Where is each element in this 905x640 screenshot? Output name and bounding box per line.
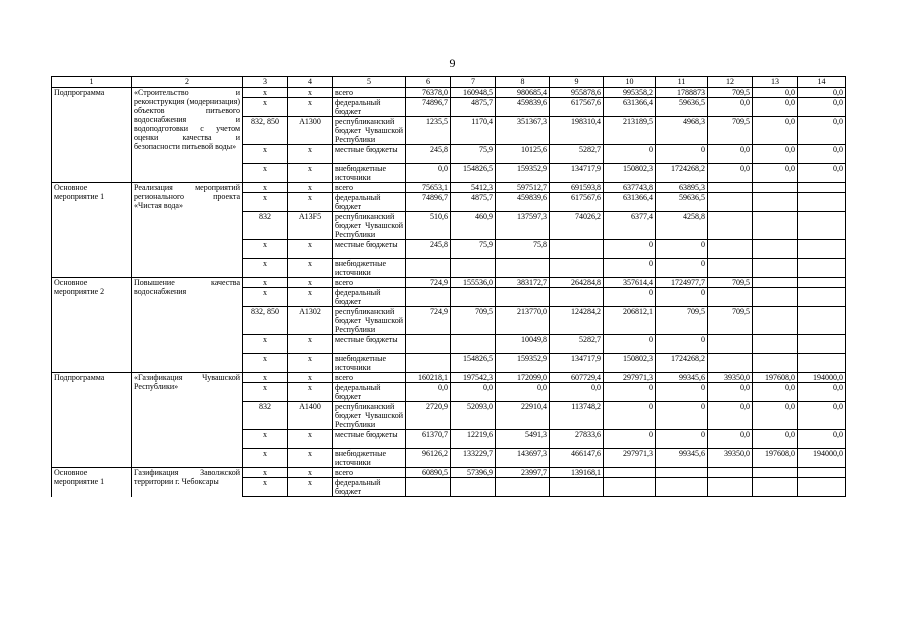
budget-code: 832 xyxy=(243,212,288,240)
amount-cell: 10049,8 xyxy=(496,335,550,354)
budget-code: x xyxy=(243,98,288,117)
column-number-9: 9 xyxy=(550,77,604,88)
amount-cell xyxy=(604,478,656,497)
funding-source: внебюджетные источники xyxy=(333,164,406,183)
amount-cell xyxy=(550,478,604,497)
amount-cell xyxy=(753,240,798,259)
program-name: «Строительство и реконструкция (модернизация) объектов питьевого водоснабжения и водоподготовки с учетом оценки качества и безопасности питьевой воды» xyxy=(132,88,243,183)
amount-cell: 197608,0 xyxy=(753,373,798,383)
target-code: x xyxy=(288,373,333,383)
amount-cell: 23997,7 xyxy=(496,468,550,478)
funding-source: всего xyxy=(333,278,406,288)
amount-cell xyxy=(708,335,753,354)
amount-cell xyxy=(451,335,496,354)
amount-cell: 0,0 xyxy=(708,383,753,402)
amount-cell: 0 xyxy=(604,145,656,164)
amount-cell: 709,5 xyxy=(656,307,708,335)
amount-cell: 124284,2 xyxy=(550,307,604,335)
funding-source: всего xyxy=(333,183,406,193)
amount-cell: 264284,8 xyxy=(550,278,604,288)
program-type: Основное мероприятие 1 xyxy=(52,183,132,278)
amount-cell xyxy=(798,335,846,354)
budget-code: x xyxy=(243,354,288,373)
column-number-10: 10 xyxy=(604,77,656,88)
target-code: x xyxy=(288,98,333,117)
amount-cell: 955878,6 xyxy=(550,88,604,98)
program-type: Основное мероприятие 1 xyxy=(52,468,132,497)
amount-cell: 0,0 xyxy=(753,145,798,164)
amount-cell xyxy=(496,288,550,307)
budget-code: x xyxy=(243,335,288,354)
amount-cell: 10125,6 xyxy=(496,145,550,164)
column-number-row xyxy=(52,77,846,88)
column-number-7: 7 xyxy=(451,77,496,88)
amount-cell xyxy=(406,335,451,354)
amount-cell xyxy=(550,288,604,307)
amount-cell: 113748,2 xyxy=(550,402,604,430)
amount-cell: 12219,6 xyxy=(451,430,496,449)
column-number-14: 14 xyxy=(798,77,846,88)
amount-cell: 150802,3 xyxy=(604,164,656,183)
table-row xyxy=(52,373,846,383)
amount-cell: 194000,0 xyxy=(798,449,846,468)
funding-source: республиканский бюджет Чувашской Республики xyxy=(333,212,406,240)
budget-code: x xyxy=(243,145,288,164)
amount-cell: 154826,5 xyxy=(451,164,496,183)
amount-cell: 0,0 xyxy=(798,402,846,430)
amount-cell: 0 xyxy=(656,145,708,164)
amount-cell: 159352,9 xyxy=(496,354,550,373)
budget-code: 832, 850 xyxy=(243,117,288,145)
target-code: A1302 xyxy=(288,307,333,335)
amount-cell: 150802,3 xyxy=(604,354,656,373)
amount-cell: 22910,4 xyxy=(496,402,550,430)
amount-cell: 197608,0 xyxy=(753,449,798,468)
amount-cell: 631366,4 xyxy=(604,193,656,212)
amount-cell: 134717,9 xyxy=(550,354,604,373)
budget-code: x xyxy=(243,468,288,478)
amount-cell: 4875,7 xyxy=(451,98,496,117)
amount-cell xyxy=(708,259,753,278)
amount-cell: 357614,4 xyxy=(604,278,656,288)
amount-cell: 0 xyxy=(656,259,708,278)
amount-cell: 1724977,7 xyxy=(656,278,708,288)
budget-code: x xyxy=(243,373,288,383)
amount-cell xyxy=(753,335,798,354)
amount-cell: 0,0 xyxy=(708,402,753,430)
funding-source: местные бюджеты xyxy=(333,240,406,259)
amount-cell: 143697,3 xyxy=(496,449,550,468)
amount-cell: 0,0 xyxy=(798,145,846,164)
amount-cell: 198310,4 xyxy=(550,117,604,145)
amount-cell: 206812,1 xyxy=(604,307,656,335)
amount-cell xyxy=(451,478,496,497)
funding-source: местные бюджеты xyxy=(333,430,406,449)
amount-cell: 76378,0 xyxy=(406,88,451,98)
amount-cell: 39350,0 xyxy=(708,449,753,468)
funding-source: внебюджетные источники xyxy=(333,354,406,373)
funding-source: федеральный бюджет xyxy=(333,383,406,402)
amount-cell: 52093,0 xyxy=(451,402,496,430)
amount-cell: 155536,0 xyxy=(451,278,496,288)
target-code: x xyxy=(288,88,333,98)
funding-source: республиканский бюджет Чувашской Республики xyxy=(333,402,406,430)
budget-code: x xyxy=(243,193,288,212)
target-code: x xyxy=(288,145,333,164)
budget-table xyxy=(51,76,846,497)
amount-cell: 0 xyxy=(656,240,708,259)
amount-cell: 0 xyxy=(604,430,656,449)
amount-cell: 0,0 xyxy=(753,164,798,183)
column-number-13: 13 xyxy=(753,77,798,88)
column-number-12: 12 xyxy=(708,77,753,88)
amount-cell: 0,0 xyxy=(753,402,798,430)
amount-cell xyxy=(753,193,798,212)
amount-cell: 617567,6 xyxy=(550,98,604,117)
target-code: x xyxy=(288,288,333,307)
amount-cell: 4258,8 xyxy=(656,212,708,240)
amount-cell: 0,0 xyxy=(496,383,550,402)
amount-cell xyxy=(496,259,550,278)
funding-source: всего xyxy=(333,88,406,98)
amount-cell xyxy=(708,193,753,212)
amount-cell: 245,8 xyxy=(406,240,451,259)
amount-cell: 74896,7 xyxy=(406,98,451,117)
amount-cell: 0,0 xyxy=(753,430,798,449)
amount-cell: 0 xyxy=(604,259,656,278)
amount-cell xyxy=(406,259,451,278)
amount-cell: 0,0 xyxy=(798,117,846,145)
budget-code: x xyxy=(243,430,288,449)
amount-cell: 75653,1 xyxy=(406,183,451,193)
target-code: x xyxy=(288,259,333,278)
amount-cell: 0,0 xyxy=(798,383,846,402)
amount-cell xyxy=(406,354,451,373)
amount-cell: 0,0 xyxy=(406,164,451,183)
amount-cell: 691593,8 xyxy=(550,183,604,193)
table-row xyxy=(52,183,846,193)
amount-cell: 459839,6 xyxy=(496,193,550,212)
amount-cell: 1170,4 xyxy=(451,117,496,145)
target-code: x xyxy=(288,193,333,212)
column-number-4: 4 xyxy=(288,77,333,88)
amount-cell xyxy=(798,183,846,193)
funding-source: федеральный бюджет xyxy=(333,478,406,497)
budget-code: 832, 850 xyxy=(243,307,288,335)
amount-cell xyxy=(406,288,451,307)
amount-cell: 607729,4 xyxy=(550,373,604,383)
amount-cell: 154826,5 xyxy=(451,354,496,373)
amount-cell: 0,0 xyxy=(708,164,753,183)
target-code: x xyxy=(288,240,333,259)
amount-cell: 0 xyxy=(604,288,656,307)
target-code: x xyxy=(288,468,333,478)
column-number-1: 1 xyxy=(52,77,132,88)
amount-cell xyxy=(451,259,496,278)
program-type: Подпрограмма xyxy=(52,88,132,183)
budget-code: x xyxy=(243,259,288,278)
amount-cell: 1788873 xyxy=(656,88,708,98)
amount-cell xyxy=(798,468,846,478)
funding-source: федеральный бюджет xyxy=(333,193,406,212)
amount-cell xyxy=(753,288,798,307)
amount-cell: 0,0 xyxy=(798,430,846,449)
amount-cell: 2720,9 xyxy=(406,402,451,430)
amount-cell xyxy=(708,183,753,193)
amount-cell: 1235,5 xyxy=(406,117,451,145)
amount-cell: 159352,9 xyxy=(496,164,550,183)
amount-cell: 1724268,2 xyxy=(656,164,708,183)
target-code: x xyxy=(288,383,333,402)
budget-code: x xyxy=(243,478,288,497)
amount-cell: 5412,3 xyxy=(451,183,496,193)
amount-cell: 134717,9 xyxy=(550,164,604,183)
target-code: x xyxy=(288,478,333,497)
amount-cell: 709,5 xyxy=(708,88,753,98)
amount-cell: 1724268,2 xyxy=(656,354,708,373)
amount-cell: 133229,7 xyxy=(451,449,496,468)
amount-cell xyxy=(753,278,798,288)
amount-cell: 139168,1 xyxy=(550,468,604,478)
amount-cell: 6377,4 xyxy=(604,212,656,240)
funding-source: внебюджетные источники xyxy=(333,449,406,468)
amount-cell: 637743,8 xyxy=(604,183,656,193)
amount-cell: 0,0 xyxy=(753,88,798,98)
amount-cell: 99345,6 xyxy=(656,449,708,468)
amount-cell: 709,5 xyxy=(708,307,753,335)
amount-cell: 0 xyxy=(656,383,708,402)
amount-cell: 724,9 xyxy=(406,278,451,288)
amount-cell: 709,5 xyxy=(708,278,753,288)
amount-cell xyxy=(451,288,496,307)
amount-cell: 197542,3 xyxy=(451,373,496,383)
amount-cell: 709,5 xyxy=(708,117,753,145)
amount-cell: 0 xyxy=(656,430,708,449)
amount-cell: 74896,7 xyxy=(406,193,451,212)
amount-cell: 61370,7 xyxy=(406,430,451,449)
amount-cell xyxy=(753,354,798,373)
target-code: A13F5 xyxy=(288,212,333,240)
column-number-2: 2 xyxy=(132,77,243,88)
budget-code: x xyxy=(243,278,288,288)
budget-code: x xyxy=(243,288,288,307)
amount-cell: 0,0 xyxy=(550,383,604,402)
amount-cell: 5282,7 xyxy=(550,145,604,164)
amount-cell: 631366,4 xyxy=(604,98,656,117)
amount-cell: 0,0 xyxy=(753,383,798,402)
amount-cell: 724,9 xyxy=(406,307,451,335)
amount-cell: 297971,3 xyxy=(604,449,656,468)
column-number-11: 11 xyxy=(656,77,708,88)
budget-code: x xyxy=(243,88,288,98)
amount-cell: 0,0 xyxy=(708,98,753,117)
amount-cell xyxy=(550,240,604,259)
amount-cell xyxy=(496,478,550,497)
table-row xyxy=(52,468,846,478)
target-code: x xyxy=(288,164,333,183)
amount-cell: 460,9 xyxy=(451,212,496,240)
program-name: Повышение качества водоснабжения xyxy=(132,278,243,373)
amount-cell: 0 xyxy=(604,240,656,259)
funding-source: местные бюджеты xyxy=(333,145,406,164)
amount-cell: 0,0 xyxy=(753,117,798,145)
amount-cell: 351367,3 xyxy=(496,117,550,145)
amount-cell: 5491,3 xyxy=(496,430,550,449)
funding-source: республиканский бюджет Чувашской Республики xyxy=(333,117,406,145)
amount-cell xyxy=(550,259,604,278)
amount-cell: 75,9 xyxy=(451,240,496,259)
amount-cell xyxy=(798,212,846,240)
amount-cell xyxy=(798,240,846,259)
program-type: Основное мероприятие 2 xyxy=(52,278,132,373)
amount-cell: 0,0 xyxy=(753,98,798,117)
amount-cell: 0,0 xyxy=(798,164,846,183)
amount-cell xyxy=(656,478,708,497)
amount-cell: 213770,0 xyxy=(496,307,550,335)
amount-cell: 297971,3 xyxy=(604,373,656,383)
budget-code: x xyxy=(243,449,288,468)
target-code: x xyxy=(288,183,333,193)
target-code: A1300 xyxy=(288,117,333,145)
amount-cell: 709,5 xyxy=(451,307,496,335)
amount-cell xyxy=(708,468,753,478)
amount-cell xyxy=(753,468,798,478)
column-number-3: 3 xyxy=(243,77,288,88)
program-name: «Газификация Чувашской Республики» xyxy=(132,373,243,468)
amount-cell: 4968,3 xyxy=(656,117,708,145)
amount-cell: 383172,7 xyxy=(496,278,550,288)
amount-cell: 57396,9 xyxy=(451,468,496,478)
target-code: x xyxy=(288,449,333,468)
amount-cell: 0,0 xyxy=(451,383,496,402)
amount-cell xyxy=(708,240,753,259)
budget-code: x xyxy=(243,183,288,193)
column-number-6: 6 xyxy=(406,77,451,88)
funding-source: местные бюджеты xyxy=(333,335,406,354)
amount-cell: 96126,2 xyxy=(406,449,451,468)
amount-cell: 99345,6 xyxy=(656,373,708,383)
amount-cell: 0,0 xyxy=(708,430,753,449)
amount-cell: 39350,0 xyxy=(708,373,753,383)
amount-cell xyxy=(604,468,656,478)
target-code: x xyxy=(288,278,333,288)
column-number-8: 8 xyxy=(496,77,550,88)
amount-cell xyxy=(656,468,708,478)
amount-cell: 597512,7 xyxy=(496,183,550,193)
page-number: 9 xyxy=(449,56,456,70)
table-row xyxy=(52,278,846,288)
amount-cell xyxy=(798,354,846,373)
amount-cell: 617567,6 xyxy=(550,193,604,212)
amount-cell xyxy=(708,478,753,497)
amount-cell: 995358,2 xyxy=(604,88,656,98)
amount-cell: 0 xyxy=(656,288,708,307)
amount-cell xyxy=(798,278,846,288)
amount-cell: 0 xyxy=(604,335,656,354)
amount-cell: 0,0 xyxy=(798,88,846,98)
program-name: Газификация Заволжской территории г. Чебоксары xyxy=(132,468,243,497)
funding-source: федеральный бюджет xyxy=(333,288,406,307)
table-row xyxy=(52,88,846,98)
amount-cell: 5282,7 xyxy=(550,335,604,354)
amount-cell xyxy=(708,354,753,373)
funding-source: всего xyxy=(333,468,406,478)
amount-cell: 137597,3 xyxy=(496,212,550,240)
funding-source: федеральный бюджет xyxy=(333,98,406,117)
amount-cell: 160948,5 xyxy=(451,88,496,98)
amount-cell xyxy=(753,183,798,193)
amount-cell: 63895,3 xyxy=(656,183,708,193)
amount-cell xyxy=(798,193,846,212)
funding-source: республиканский бюджет Чувашской Республики xyxy=(333,307,406,335)
amount-cell: 59636,5 xyxy=(656,193,708,212)
amount-cell xyxy=(798,288,846,307)
budget-code: x xyxy=(243,240,288,259)
funding-source: всего xyxy=(333,373,406,383)
amount-cell: 0 xyxy=(604,402,656,430)
amount-cell xyxy=(708,212,753,240)
program-name: Реализация мероприятий регионального проекта «Чистая вода» xyxy=(132,183,243,278)
amount-cell: 0,0 xyxy=(798,98,846,117)
budget-code: x xyxy=(243,164,288,183)
amount-cell: 194000,0 xyxy=(798,373,846,383)
amount-cell xyxy=(753,212,798,240)
amount-cell: 4875,7 xyxy=(451,193,496,212)
budget-code: x xyxy=(243,383,288,402)
column-number-5: 5 xyxy=(333,77,406,88)
budget-code: 832 xyxy=(243,402,288,430)
amount-cell: 466147,6 xyxy=(550,449,604,468)
amount-cell xyxy=(798,478,846,497)
funding-source: внебюджетные источники xyxy=(333,259,406,278)
amount-cell xyxy=(753,478,798,497)
program-type: Подпрограмма xyxy=(52,373,132,468)
target-code: x xyxy=(288,335,333,354)
target-code: A1400 xyxy=(288,402,333,430)
amount-cell: 245,8 xyxy=(406,145,451,164)
amount-cell: 172099,0 xyxy=(496,373,550,383)
amount-cell xyxy=(753,259,798,278)
amount-cell: 74026,2 xyxy=(550,212,604,240)
amount-cell: 0,0 xyxy=(708,145,753,164)
amount-cell: 0,0 xyxy=(406,383,451,402)
amount-cell: 510,6 xyxy=(406,212,451,240)
amount-cell: 75,8 xyxy=(496,240,550,259)
amount-cell: 0 xyxy=(656,335,708,354)
amount-cell: 27833,6 xyxy=(550,430,604,449)
amount-cell xyxy=(753,307,798,335)
target-code: x xyxy=(288,354,333,373)
amount-cell xyxy=(406,478,451,497)
amount-cell xyxy=(798,307,846,335)
amount-cell xyxy=(798,259,846,278)
amount-cell: 0 xyxy=(604,383,656,402)
amount-cell: 160218,1 xyxy=(406,373,451,383)
amount-cell: 459839,6 xyxy=(496,98,550,117)
amount-cell: 980685,4 xyxy=(496,88,550,98)
amount-cell xyxy=(708,288,753,307)
amount-cell: 213189,5 xyxy=(604,117,656,145)
amount-cell: 0 xyxy=(656,402,708,430)
amount-cell: 75,9 xyxy=(451,145,496,164)
amount-cell: 60890,5 xyxy=(406,468,451,478)
target-code: x xyxy=(288,430,333,449)
amount-cell: 59636,5 xyxy=(656,98,708,117)
